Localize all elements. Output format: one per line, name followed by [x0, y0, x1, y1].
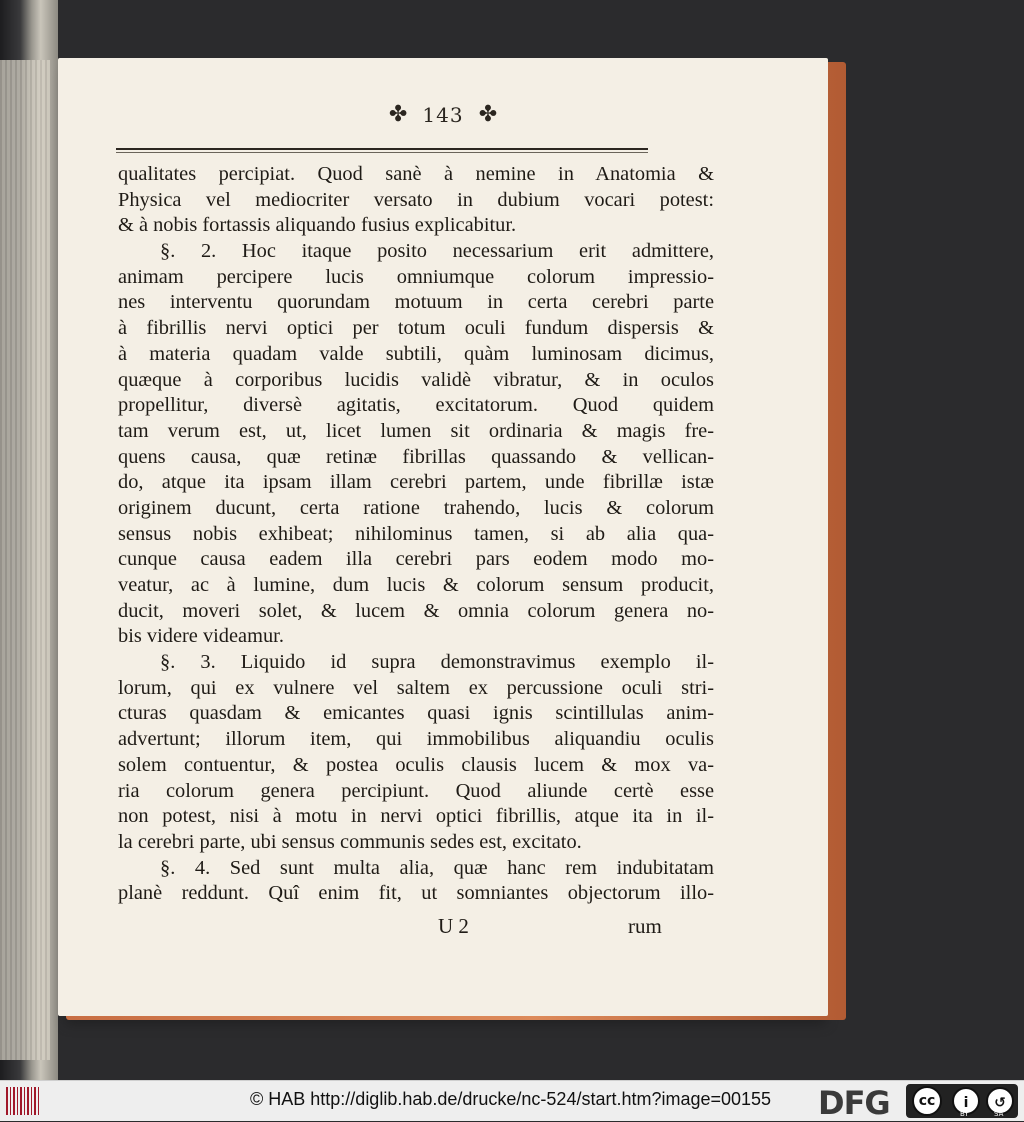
license-label-sa: SA: [994, 1110, 1004, 1118]
book-page: [58, 58, 828, 1016]
viewer-footer: [0, 1080, 1024, 1121]
text-line: non potest, nisi à motu in nervi optici fibrillis, atque ita in il-: [118, 805, 714, 828]
text-line: nes interventu quorundam motuum in certa cerebri parte: [118, 291, 714, 314]
text-line: & à nobis fortassis aliquando fusius explicabitur.: [118, 214, 517, 237]
text-line: advertunt; illorum item, qui immobilibus aliquandiu oculis: [118, 728, 714, 751]
page-number: 143: [422, 102, 464, 127]
text-line: §. 2. Hoc itaque posito necessarium erit admittere,: [160, 240, 714, 263]
header-rule-thin: [116, 152, 648, 153]
text-line: originem ducunt, certa ratione trahendo, lucis & colorum: [118, 496, 714, 519]
text-line: do, atque ita ipsam illam cerebri partem, unde fibrillæ istæ: [118, 471, 714, 494]
sa-icon: ↺: [986, 1087, 1014, 1115]
left-ornament-icon: ✤: [388, 102, 408, 127]
text-line: sensus nobis exhibeat; nihilominus tamen, si ab alia qua-: [118, 522, 714, 545]
license-label-by: BY: [960, 1110, 969, 1118]
text-line: §. 4. Sed sunt multa alia, quæ hanc rem indubitatam: [160, 856, 714, 879]
text-line: qualitates percipiat. Quod sanè à nemine in Anatomia &: [118, 163, 714, 185]
text-line: propellitur, diversè agitatis, excitatorum. Quod quidem: [118, 394, 714, 417]
copyright-link[interactable]: © HAB http://diglib.hab.de/drucke/nc-524/start.htm?image=00155: [250, 1089, 772, 1109]
text-line: Physica vel mediocriter versato in dubium vocari potest:: [118, 188, 714, 211]
license-badge[interactable]: [906, 1084, 1018, 1118]
text-line: animam percipere lucis omniumque colorum impressio-: [118, 265, 714, 288]
text-line: tam verum est, ut, licet lumen sit ordinaria & magis fre-: [118, 419, 714, 442]
text-line: lorum, qui ex vulnere vel saltem ex percussione oculi stri-: [118, 676, 714, 699]
hab-logo-icon[interactable]: [6, 1087, 40, 1115]
running-head: [58, 102, 828, 132]
text-line: planè reddunt. Quî enim fit, ut somniantes objectorum illo-: [118, 882, 714, 905]
dfg-logo[interactable]: DFG: [818, 1084, 890, 1122]
catchword: rum: [628, 914, 662, 938]
header-rule: [116, 148, 648, 150]
text-line: à fibrillis nervi optici per totum oculi fundum dispersis &: [118, 317, 714, 340]
text-line: quens causa, quæ retinæ fibrillas quassando & vellican-: [118, 445, 714, 468]
text-line: la cerebri parte, ubi sensus communis sedes est, excitato.: [118, 830, 582, 853]
text-line: §. 3. Liquido id supra demonstravimus exemplo il-: [160, 651, 714, 674]
body-text: [118, 162, 714, 907]
text-line: solem contuentur, & postea oculis clausis lucem & mox va-: [118, 753, 714, 776]
right-ornament-icon: ✤: [478, 102, 498, 127]
text-line: ducit, moveri solet, & lucem & omnia colorum genera no-: [118, 599, 714, 622]
text-line: cunque causa eadem illa cerebri pars eodem modo mo-: [118, 548, 714, 571]
signature-mark: U 2: [438, 914, 469, 938]
by-icon: i: [952, 1087, 980, 1115]
text-line: bis videre videamur.: [118, 625, 284, 648]
text-line: ria colorum genera percipiunt. Quod aliunde certè esse: [118, 779, 714, 802]
book-fore-edge: [0, 60, 50, 1060]
text-line: cturas quasdam & emicantes quasi ignis scintillulas anim-: [118, 702, 714, 725]
text-line: à materia quadam valde subtili, quàm luminosam dicimus,: [118, 342, 714, 365]
cc-icon: cc: [912, 1086, 942, 1116]
text-line: veatur, ac à lumine, dum lucis & colorum sensum producit,: [118, 574, 714, 596]
text-line: quæque à corporibus lucidis validè vibratur, & in oculos: [118, 368, 714, 391]
